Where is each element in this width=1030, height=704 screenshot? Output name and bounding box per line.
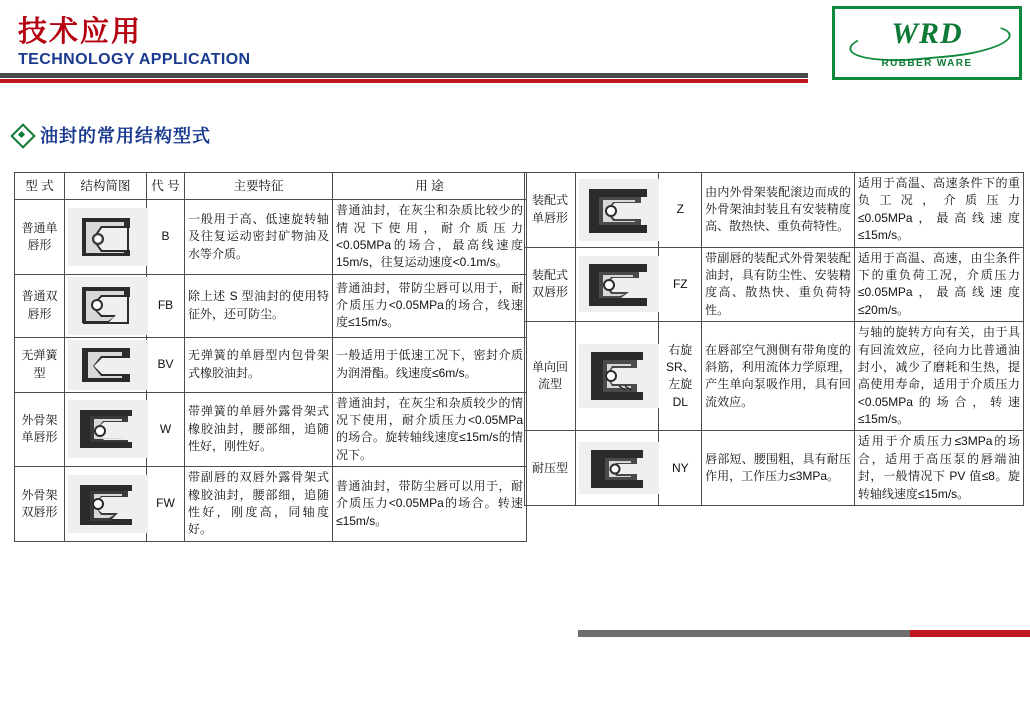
table-row xyxy=(15,274,527,337)
cell-features: 一般用于高、低速旋转轴及往复运动密封矿物油及水等介质。 xyxy=(185,200,333,275)
cell-diagram xyxy=(575,431,659,506)
cell-uses: 适用于介质压力≤3MPa的场合，适用于高压泵的唇端油封，一般情况下 PV 值≤8。旋转轴线速度≤15m/s。 xyxy=(854,431,1023,506)
col-header-diagram: 结构简图 xyxy=(65,173,147,200)
cell-diagram xyxy=(575,247,659,322)
cell-uses: 与轴的旋转方向有关，由于具有回流效应，径向力比普通油封小，减少了磨耗和生热，提高使用寿命，适用于介质压力<0.05MPa的场合，转速≤15m/s。 xyxy=(854,322,1023,431)
table-row xyxy=(15,337,527,392)
table-row xyxy=(15,200,527,275)
seal-types-table-left xyxy=(14,172,527,542)
cell-type: 单向回 流型 xyxy=(525,322,576,431)
seal-no-spring-icon xyxy=(68,340,148,390)
page-header xyxy=(18,16,251,69)
cell-code: B xyxy=(147,200,185,275)
seal-types-table-right xyxy=(524,172,1024,506)
header-rule-dark xyxy=(0,73,808,78)
seal-double-lip-spring-icon xyxy=(68,277,148,335)
cell-features: 除上述 S 型油封的使用特征外，还可防尘。 xyxy=(185,274,333,337)
table-row xyxy=(525,431,1024,506)
cell-diagram xyxy=(65,200,147,275)
seal-single-lip-spring-icon xyxy=(68,208,148,266)
page-title-cn: 技术应用 xyxy=(18,16,143,48)
cell-features: 由内外骨架装配滚边而成的外骨架油封装且有安装精度高、散热快、重负荷特性。 xyxy=(702,173,855,248)
cell-features: 带弹簧的单唇外露骨架式橡胶油封，腰部细，追随性好，刚性好。 xyxy=(185,392,333,467)
table-row xyxy=(525,322,1024,431)
cell-uses: 普通油封，带防尘唇可以用于，耐介质压力<0.05MPa的场合。转速≤15m/s。 xyxy=(333,467,527,542)
seal-outer-frame-single-icon xyxy=(68,400,148,458)
cell-uses: 普通油封，带防尘唇可以用于，耐介质压力<0.05MPa的场合，线速度≤15m/s。 xyxy=(333,274,527,337)
cell-type: 装配式 单唇形 xyxy=(525,173,576,248)
cell-uses: 普通油封，在灰尘和杂质比较少的情况下使用，耐介质压力<0.05MPa的场合，最高线速度 15m/s，往复运动速度<0.1m/s。 xyxy=(333,200,527,275)
logo-subtitle: RUBBER WARE xyxy=(881,58,973,69)
col-header-uses: 用 途 xyxy=(333,173,527,200)
cell-code: FW xyxy=(147,467,185,542)
header-rule-red xyxy=(0,79,808,83)
cell-uses: 适用于高温、高速，由尘条件下的重负荷工况，介质压力≤0.05MPa，最高线速度≤20m/s。 xyxy=(854,247,1023,322)
cell-type: 无弹簧 型 xyxy=(15,337,65,392)
cell-diagram xyxy=(575,322,659,431)
table-row xyxy=(15,392,527,467)
cell-type: 装配式 双唇形 xyxy=(525,247,576,322)
cell-code: FZ xyxy=(659,247,702,322)
page-title-en: TECHNOLOGY APPLICATION xyxy=(18,51,251,69)
cell-code: W xyxy=(147,392,185,467)
diamond-bullet-icon xyxy=(12,125,32,145)
cell-diagram xyxy=(65,467,147,542)
cell-diagram xyxy=(65,274,147,337)
company-logo xyxy=(832,6,1022,80)
cell-features: 在唇部空气测侧有带角度的斜筋，利用流体力学原理，产生单向泵吸作用，具有回流效应。 xyxy=(702,322,855,431)
seal-outer-frame-double-icon xyxy=(68,475,148,533)
cell-features: 唇部短、腰围粗，具有耐压作用，工作压力≤3MPa。 xyxy=(702,431,855,506)
section-heading-label: 油封的常用结构型式 xyxy=(40,126,211,146)
cell-uses: 普通油封，在灰尘和杂质较少的情况下使用，耐介质压力<0.05MPa的场合。旋转轴线速度≤15m/s的情况下。 xyxy=(333,392,527,467)
col-header-features: 主要特征 xyxy=(185,173,333,200)
footer-bar-red xyxy=(910,630,1030,637)
cell-uses: 一般适用于低速工况下，密封介质为润滑酯。线速度≤6m/s。 xyxy=(333,337,527,392)
seal-assembled-single-icon xyxy=(579,179,659,241)
cell-diagram xyxy=(65,392,147,467)
footer-bar-gray xyxy=(578,630,910,637)
seal-assembled-double-icon xyxy=(579,256,659,312)
cell-type: 外骨架 单唇形 xyxy=(15,392,65,467)
seal-unidirectional-return-icon xyxy=(579,344,659,408)
table-row xyxy=(525,247,1024,322)
cell-type: 普通单 唇形 xyxy=(15,200,65,275)
cell-uses: 适用于高温、高速条件下的重负工况，介质压力≤0.05MPa，最高线速度≤15m/s。 xyxy=(854,173,1023,248)
cell-diagram xyxy=(575,173,659,248)
cell-code: FB xyxy=(147,274,185,337)
cell-code: Z xyxy=(659,173,702,248)
logo-wordmark: WRD xyxy=(891,17,963,50)
table-row xyxy=(15,467,527,542)
cell-features: 带副唇的双唇外露骨架式橡胶油封，腰部细，追随性好，刚度高，同轴度好。 xyxy=(185,467,333,542)
table-header-row xyxy=(15,173,527,200)
cell-features: 带副唇的装配式外骨架装配油封，具有防尘性、安装精度高、散热快、重负荷特性。 xyxy=(702,247,855,322)
cell-type: 普通双 唇形 xyxy=(15,274,65,337)
cell-type: 耐压型 xyxy=(525,431,576,506)
cell-code: BV xyxy=(147,337,185,392)
cell-type: 外骨架 双唇形 xyxy=(15,467,65,542)
cell-code: 右旋 SR、 左旋 DL xyxy=(659,322,702,431)
col-header-code: 代 号 xyxy=(147,173,185,200)
cell-code: NY xyxy=(659,431,702,506)
section-heading xyxy=(12,122,211,148)
cell-features: 无弹簧的单唇型内包骨架式橡胶油封。 xyxy=(185,337,333,392)
cell-diagram xyxy=(65,337,147,392)
col-header-type: 型 式 xyxy=(15,173,65,200)
table-row xyxy=(525,173,1024,248)
seal-pressure-resistant-icon xyxy=(579,442,659,494)
